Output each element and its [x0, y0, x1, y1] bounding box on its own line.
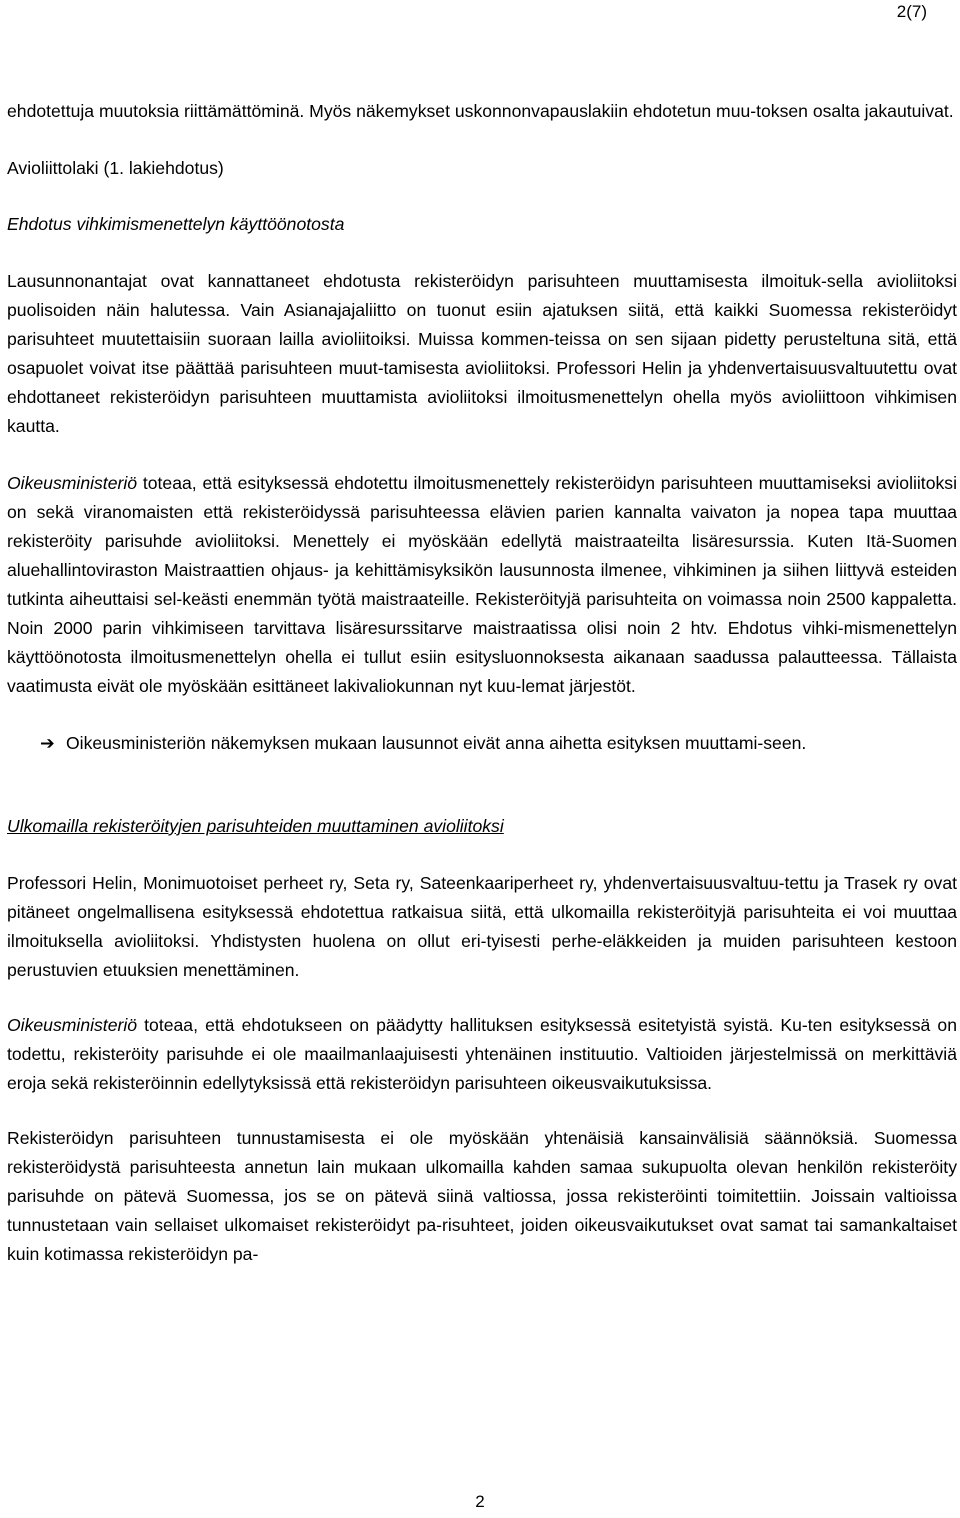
paragraph-ministry-response: [7, 1011, 957, 1098]
subsection-heading-foreign: Ulkomailla rekisteröityjen parisuhteiden muuttaminen avioliitoksi: [7, 816, 504, 836]
ministry-view-text: toteaa, että esityksessä ehdotettu ilmoitusmenettely rekisteröidyn parisuhteen muuttamiseksi avioliitoksi on sekä viranomaisten että rekisteröidyssä parisuhteessa elävien parien kannalta vaivaton ja nopea tapa muuttaa rekisteröity parisuhde avioliitoksi. Menettely ei myöskään edellytä maistraateilta lisäresurssia. Kuten Itä-Suomen aluehallintoviraston Maistraattien ohjaus- ja kehittämisyksikön lausunnosta ilmenee, vihkiminen ja siihen liittyvä esteiden tutkinta aiheuttaisi sel-keästi enemmän työtä maistraateille. Rekisteröityjä parisuhteita on voimassa noin 2500 kappaletta. Noin 2000 parin vihkimiseen tarvittava lisäresurssitarve maistraatissa olisi noin 2 htv. Ehdotus vihki-mismenettelyn käyttöönotosta ilmoitusmenettelyn ohella ei tullut esiin esitysluonnoksesta aikanaan saadussa palautteessa. Tällaista vaatimusta eivät ole myöskään esittäneet lakivaliokunnan nyt kuu-lemat järjestöt.: [7, 473, 957, 696]
ministry-name: Oikeusministeriö: [7, 473, 138, 493]
page-indicator: 2(7): [896, 2, 927, 21]
document-body: [7, 97, 957, 1269]
paragraph-ministry-view: [7, 469, 957, 701]
page-number: 2: [475, 1492, 485, 1511]
conclusion-text: Oikeusministeriön näkemyksen mukaan lausunnot eivät anna aihetta esityksen muuttami-seen.: [66, 733, 807, 753]
section-heading: Avioliittolaki (1. lakiehdotus): [7, 158, 224, 178]
paragraph-recognition: Rekisteröidyn parisuhteen tunnustamisesta ei ole myöskään yhtenäisiä kansainvälisiä säännöksiä. Suomessa rekisteröidystä parisuhteesta annetun lain mukaan ulkomailla kahden samaa sukupuolta olevan henkilön rekisteröity parisuhde on pätevä Suomessa, jos se on pätevä siinä valtiossa, jossa rekisteröinti toimitettiin. Joissain valtioissa tunnustetaan vain sellaiset ulkomaiset rekisteröidyt pa-risuhteet, joiden oikeusvaikutukset ovat samat tai samankaltaiset kuin kotimassa rekisteröidyn pa-: [7, 1128, 957, 1264]
ministry-name-2: Oikeusministeriö: [7, 1015, 138, 1035]
right-arrow-icon: ➔: [40, 733, 55, 753]
subsection-heading: Ehdotus vihkimismenettelyn käyttöönotosta: [7, 214, 345, 234]
paragraph-statements: Lausunnonantajat ovat kannattaneet ehdotusta rekisteröidyn parisuhteen muuttamisesta ilmoituk-sella avioliitoksi puolisoiden näin halutessa. Vain Asianajajaliitto on tuonut esiin ajatuksen siitä, että kaikki Suomessa rekisteröidyt parisuhteet muutettaisiin suoraan lailla avioliitoiksi. Muissa kommen-teissa on sen sijaan pidetty perusteltuna sitä, että osapuolet voivat itse päättää parisuhteen muut-tamisesta avioliitoksi. Professori Helin ja yhdenvertaisuusvaltuutettu ovat ehdottaneet rekisteröidyn parisuhteen muuttamista avioliitoksi ilmoitusmenettelyn ohella myös avioliittoon vihkimisen kautta.: [7, 271, 957, 436]
conclusion-item: [40, 729, 957, 758]
ministry-response-text: toteaa, että ehdotukseen on päädytty hallituksen esityksessä esitetyistä syistä. Ku-ten esityksessä on todettu, rekisteröity parisuhde ei ole maailmanlaajuisesti yhtenäinen instituutio. Valtioiden järjestelmissä on merkittäviä eroja sekä rekisteröinnin edellytyksissä että rekisteröidyn parisuhteen oikeusvaikutuksissa.: [7, 1015, 957, 1093]
paragraph-organisations: Professori Helin, Monimuotoiset perheet ry, Seta ry, Sateenkaariperheet ry, yhdenvertaisuusvaltuu-tettu ja Trasek ry ovat pitäneet ongelmallisena esityksessä ehdotettua ratkaisua siitä, että ulkomailla rekisteröityjä parisuhteita ei voi muuttaa ilmoituksella avioliitoksi. Yhdistysten huolena on ollut eri-tyisesti perhe-eläkkeiden ja muiden parisuhteen kestoon perustuvien etuuksien menettäminen.: [7, 873, 957, 980]
paragraph-intro: ehdotettuja muutoksia riittämättöminä. Myös näkemykset uskonnonvapauslakiin ehdotetun muu-toksen osalta jakautuivat.: [7, 101, 954, 121]
